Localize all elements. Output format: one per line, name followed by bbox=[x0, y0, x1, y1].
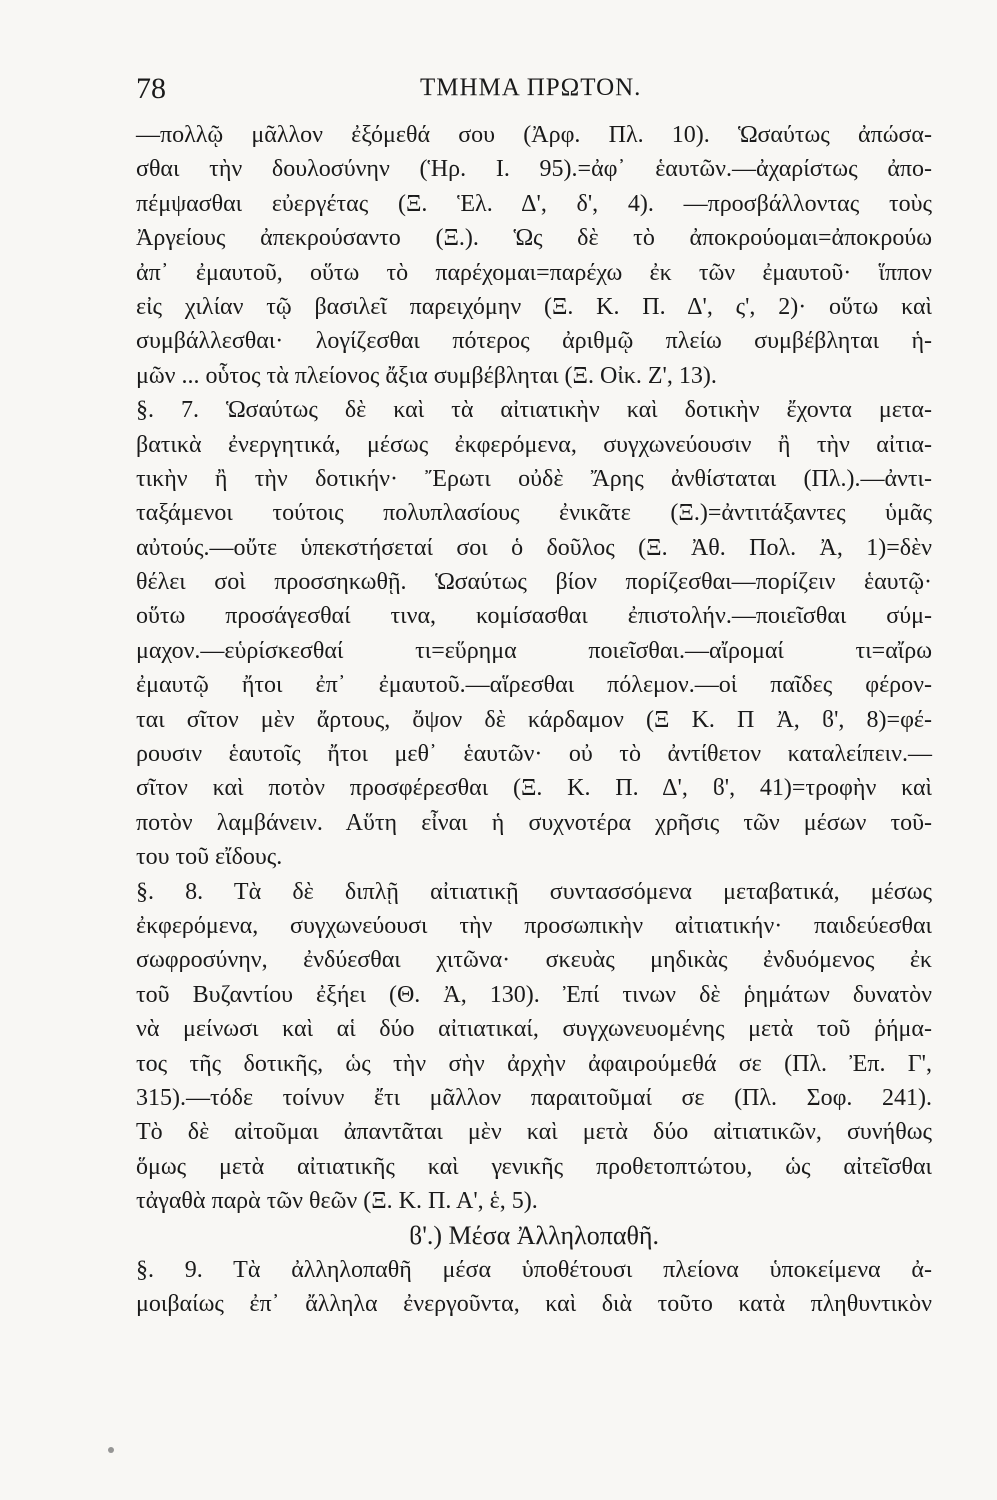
paper-speck bbox=[108, 1447, 114, 1453]
text-line: του τοῦ εἴδους. bbox=[136, 844, 283, 871]
text-line: ἐκφερόμενα, συγχωνεύουσι τὴν προσωπικὴν αἰτιατικήν· παιδεύεσθαι bbox=[136, 912, 932, 939]
text-line: μῶν ... οὗτος τὰ πλείονος ἄξια συμβέβληται (Ξ. Οἰκ. Ζ', 13). bbox=[136, 362, 717, 389]
text-line: σῖτον καὶ ποτὸν προσφέρεσθαι (Ξ. Κ. Π. Δ', ϐ', 41)=τροφὴν καὶ bbox=[136, 775, 932, 802]
paragraph-9-start: §. 9. Τὰ ἀλληλοπαθῆ μέσα ὑποθέτουσι πλείονα ὑποκείμενα ἀ- bbox=[136, 1256, 932, 1283]
paragraph-7-start: §. 7. Ὡσαύτως δὲ καὶ τὰ αἰτιατικὴν καὶ δοτικὴν ἔχοντα μετα- bbox=[136, 397, 932, 424]
running-title: ΤΜΗΜΑ ΠΡΩΤΟΝ. bbox=[420, 74, 642, 101]
text-line: Ἀργείους ἀπεκρούσαντο (Ξ.). Ὡς δὲ τὸ ἀποκρούομαι=ἀποκρούω bbox=[136, 225, 932, 252]
text-line: νὰ μείνωσι καὶ αἱ δύο αἰτιατικαί, συγχωνευομένης μετὰ τοῦ ῥήμα- bbox=[136, 1016, 932, 1043]
text-line: πέμψασθαι εὐεργέτας (Ξ. Ἑλ. Δ', δ', 4). —προσβάλλοντας τοὺς bbox=[136, 190, 932, 217]
text-line: εἰς χιλίαν τῷ βασιλεῖ παρειχόμην (Ξ. Κ. Π. Δ', ς', 2)· οὕτω καὶ bbox=[136, 293, 932, 320]
text-line: μοιβαίως ἐπ᾽ ἄλληλα ἐνεργοῦντα, καὶ διὰ τοῦτο κατὰ πληθυντικὸν bbox=[136, 1291, 932, 1318]
text-line: μαχον.—εὑρίσκεσθαί τι=εὕρημα ποιεῖσθαι.—αἴρομαί τι=αἴρω bbox=[136, 637, 932, 664]
page-header bbox=[136, 72, 932, 112]
text-line: 315).—τόδε τοίνυν ἔτι μᾶλλον παραιτοῦμαί σε (Πλ. Σοφ. 241). bbox=[136, 1084, 932, 1111]
text-line: σωφροσύνην, ἐνδύεσθαι χιτῶνα· σκευὰς μηδικὰς ἐνδυόμενος ἐκ bbox=[136, 947, 932, 974]
text-line: τος τῆς δοτικῆς, ὡς τὴν σὴν ἀρχὴν ἀφαιρούμεθά σε (Πλ. Ἐπ. Γ', bbox=[136, 1050, 932, 1077]
text-line: αὐτούς.—οὔτε ὑπεκστήσεταί σοι ὁ δοῦλος (Ξ. Ἀθ. Πολ. Ἀ, 1)=δὲν bbox=[136, 534, 932, 561]
text-line: ὅμως μετὰ αἰτιατικῆς καὶ γενικῆς προθετοπτώτου, ὡς αἰτεῖσθαι bbox=[136, 1153, 932, 1180]
paragraph-8-start: §. 8. Τὰ δὲ διπλῇ αἰτιατικῇ συντασσόμενα μεταβατικά, μέσως bbox=[136, 878, 932, 905]
page-number: 78 bbox=[136, 72, 166, 105]
text-line: —πολλῷ μᾶλλον ἐξόμεθά σου (Ἀρφ. Πλ. 10). Ὡσαύτως ἀπώσα- bbox=[136, 122, 932, 148]
text-line: σθαι τὴν δουλοσύνην (Ἡρ. I. 95).=ἀφ᾽ ἑαυτῶν.—ἀχαρίστως ἀπο- bbox=[136, 156, 932, 183]
text-line: συμβάλλεσθαι· λογίζεσθαι πότερος ἀριθμῷ πλείω συμβέβληται ἡ- bbox=[136, 328, 932, 355]
text-line: ταξάμενοι τούτοις πολυπλασίους ἐνικᾶτε (Ξ.)=ἀντιτάξαντες ὑμᾶς bbox=[136, 500, 932, 527]
text-line: Τὸ δὲ αἰτοῦμαι ἀπαντᾶται μὲν καὶ μετὰ δύο αἰτιατικῶν, συνήθως bbox=[136, 1119, 932, 1146]
text-line: τοῦ Βυζαντίου ἐξήει (Θ. Ἀ, 130). Ἐπί τινων δὲ ῥημάτων δυνατὸν bbox=[136, 981, 932, 1008]
text-line: ρουσιν ἑαυτοῖς ἤτοι μεθ᾽ ἑαυτῶν· οὐ τὸ ἀντίθετον καταλείπειν.— bbox=[136, 741, 932, 768]
body-text bbox=[136, 118, 932, 1322]
section-heading: ϐ'.) Μέσα Ἀλληλοπαθῆ. bbox=[408, 1220, 659, 1250]
text-line: ποτὸν λαμβάνειν. Αὕτη εἶναι ἡ συχνοτέρα χρῆσις τῶν μέσων τοῦ- bbox=[136, 809, 932, 836]
text-line: ται σῖτον μὲν ἄρτους, ὄψον δὲ κάρδαμον (Ξ Κ. Π Ἀ, ϐ', 8)=φέ- bbox=[136, 706, 932, 733]
text-line: ἀπ᾽ ἐμαυτοῦ, οὕτω τὸ παρέχομαι=παρέχω ἐκ τῶν ἐμαυτοῦ· ἵππον bbox=[136, 259, 932, 286]
text-line: βατικὰ ἐνεργητικά, μέσως ἐκφερόμενα, συγχωνεύουσιν ἢ τὴν αἰτια- bbox=[136, 431, 932, 458]
text-line: τἀγαθὰ παρὰ τῶν θεῶν (Ξ. Κ. Π. Α', ἑ, 5). bbox=[136, 1188, 538, 1215]
text-line: οὕτω προσάγεσθαί τινα, κομίσασθαι ἐπιστολήν.—ποιεῖσθαι σύμ- bbox=[136, 603, 932, 630]
text-line: ἐμαυτῷ ἤτοι ἐπ᾽ ἐμαυτοῦ.—αἵρεσθαι πόλεμον.—οἱ παῖδες φέρον- bbox=[136, 672, 932, 699]
text-line: θέλει σοὶ προσσηκωθῇ. Ὡσαύτως βίον πορίζεσθαι—πορίζειν ἑαυτῷ· bbox=[136, 569, 932, 596]
text-line: τικὴν ἢ τὴν δοτικήν· Ἔρωτι οὐδὲ Ἄρης ἀνθίσταται (Πλ.).—ἀντι- bbox=[136, 465, 932, 492]
